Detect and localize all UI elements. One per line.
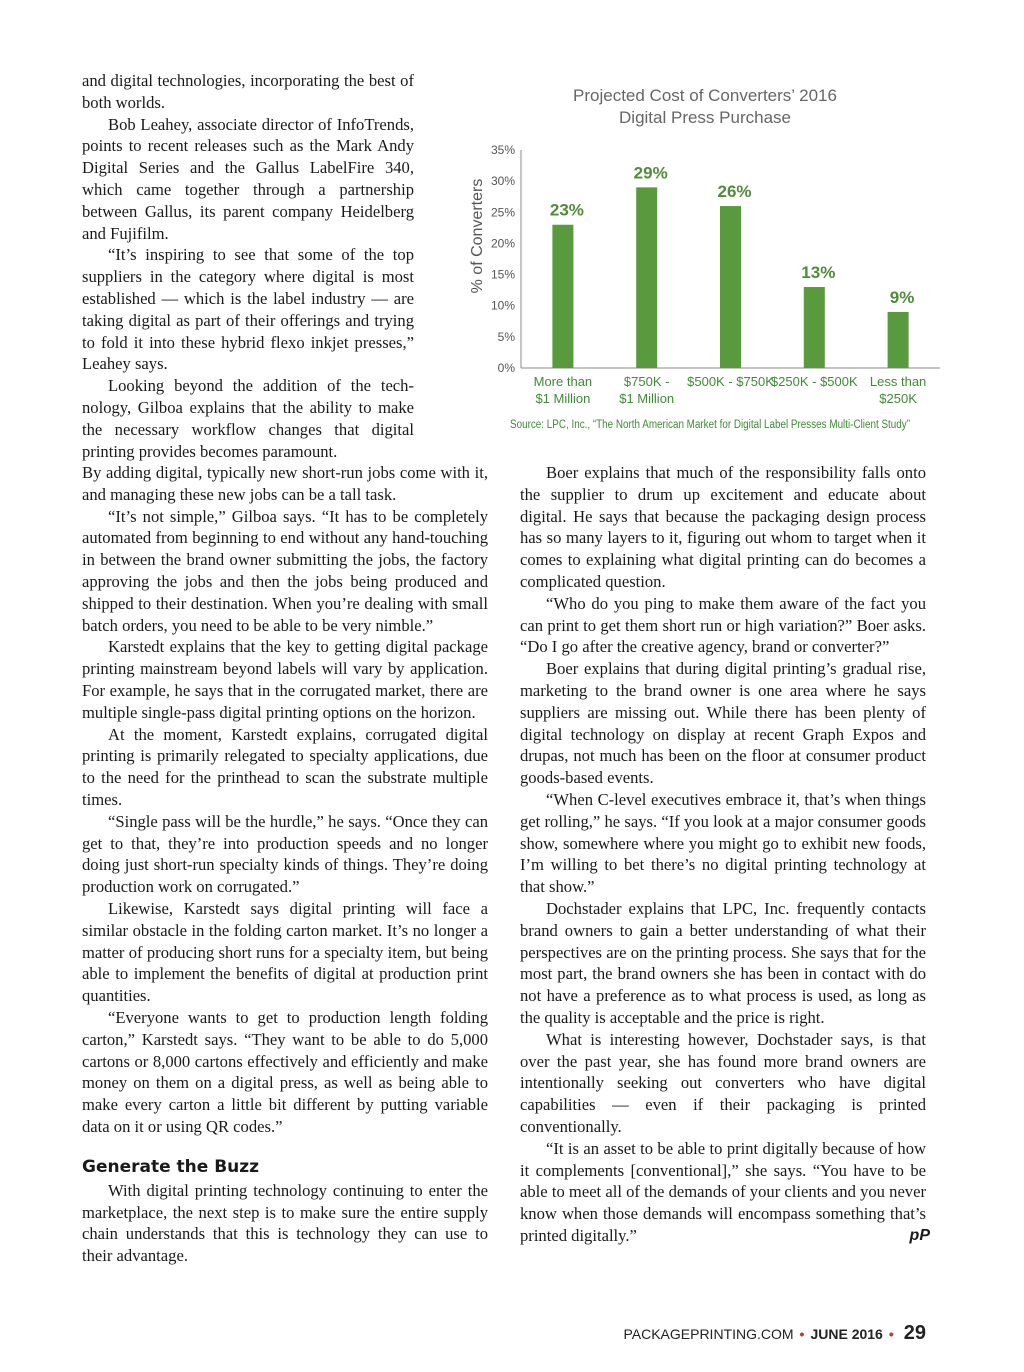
chart-title-line-1: Projected Cost of Converters’ 2016 <box>573 86 837 105</box>
x-category-label: $250K - $500K <box>770 374 858 389</box>
paragraph: By adding digital, typically new short-run jobs come with it, and managing these new jobs can be a tall task. <box>82 463 488 504</box>
paragraph: With digital printing technology continuing to enter the marketplace, the next step is to make sure the entire supply chain understands that this is technology they can use to their advantage. <box>82 1180 488 1266</box>
paragraph: Karstedt explains that the key to getting digital package printing mainstream beyond labels will vary by application. For example, he says that in the corrugated market, there are multiple single-pass digital printing options on the horizon. <box>82 637 488 722</box>
y-axis-label: % of Converters <box>469 178 486 294</box>
bar-value-label: 29% <box>633 163 668 183</box>
paragraph: What is interesting however, Dochstader says, is that over the past year, she has found more brand owners are intentionally seeking out converters who have digital capabilities — even if their packaging is printed conventionally. <box>520 1029 926 1136</box>
chart-bars <box>550 163 915 368</box>
paragraph-text: “It is an asset to be able to print digitally because of how it complements [conventional],” she says. “You have to be able to meet all of the demands of your clients and you never know when those demands will encompass something that’s printed digitally.” <box>520 1138 926 1245</box>
x-category-label: $750K - <box>623 374 670 389</box>
bar-value-label: 9% <box>889 287 915 307</box>
x-category-label: $1 Million <box>535 391 591 406</box>
paragraph: Looking beyond the addition of the technology, Gilboa explains that the ability to make the necessary workflow changes that digital printing provides becomes paramount. <box>82 376 414 461</box>
page-footer <box>520 1322 926 1345</box>
y-axis-ticks <box>491 143 515 375</box>
x-category-label: $500K - $750K <box>687 374 774 389</box>
bar <box>636 187 657 368</box>
chart-source: Source: LPC, Inc., “The North American Market for Digital Label Presses Multi-Client Study” <box>510 419 911 431</box>
x-category-label: More than <box>533 374 593 389</box>
y-tick-label: 10% <box>490 298 515 313</box>
x-category-label: $250K <box>879 391 917 406</box>
footer-issue: JUNE 2016 <box>810 1326 883 1342</box>
x-category-label: $1 Million <box>619 391 675 406</box>
bar-value-label: 13% <box>801 263 836 283</box>
bar-chart <box>455 78 955 448</box>
bar <box>552 225 573 368</box>
bar-value-label: 26% <box>717 182 752 202</box>
bar <box>804 287 825 368</box>
paragraph: “It’s not simple,” Gilboa says. “It has to be completely automated from beginning to end without any hand-touching in between the brand owner submitting the jobs, the factory approving the jobs and then the jobs being produced and shipped to their destination. When you’re dealing with small batch orders, you need to be able to be very nimble.” <box>82 506 488 635</box>
bar <box>720 206 741 368</box>
paragraph: At the moment, Karstedt explains, corrugated digital printing is primarily relegated to specialty applications, due to the need for the printhead to scan the substrate multiple times. <box>82 724 488 809</box>
page-number: 29 <box>903 1322 926 1344</box>
paragraph: “It’s inspiring to see that some of the top suppliers in the category where digital is most established — which is the label industry — are taking digital as part of their offerings and trying to fold it into these hybrid flexo inkjet presses,” Leahey says. <box>82 245 414 374</box>
paragraph <box>520 1138 930 1247</box>
paragraph: Dochstader explains that LPC, Inc. frequently contacts brand owners to gain a better understanding of what their perspectives are on the printing process. She says that for the most part, the brand owners she has been in contact with do not have a preference as to what process is used, as long as the quality is acceptable and the price is right. <box>520 898 926 1027</box>
signoff-mark: pP <box>909 1226 930 1244</box>
y-tick-label: 0% <box>497 361 515 375</box>
section-subhead: Generate the Buzz <box>82 1156 260 1177</box>
footer-bullet: • <box>799 1326 805 1342</box>
article-column-right <box>520 462 930 1247</box>
y-tick-label: 25% <box>490 205 515 220</box>
paragraph: Bob Leahey, associate director of InfoTrends, points to recent releases such as the Mark Andy Digital Series and the Gallus LabelFire 340, which came together through a partnership between Gallus, its parent company Heidelberg and Fujifilm. <box>82 114 414 243</box>
y-tick-label: 30% <box>490 174 515 189</box>
y-tick-label: 15% <box>490 267 515 282</box>
paragraph: Boer explains that much of the responsibility falls onto the supplier to drum up excitement and educate about digital. He says that because the packaging design process has so many layers to it, figuring out whom to target when it comes to explaining what digital printing can do becomes a complicated question. <box>520 463 926 591</box>
paragraph: “Everyone wants to get to production length folding carton,” Karstedt says. “They want to be able to do 5,000 cartons or 8,000 cartons effectively and efficiently and make money on them on a digital press, as well as being able to make every carton a little bit different by putting variable data on it or using QR codes.” <box>82 1007 488 1136</box>
paragraph: “When C-level executives embrace it, that’s when things get rolling,” he says. “If you look at a major consumer goods show, somewhere where you might go to exhibit new foods, I’m willing to bet there’s no digital printing technology at that show.” <box>520 789 926 897</box>
bar-value-label: 23% <box>549 200 584 220</box>
y-tick-label: 20% <box>490 236 515 251</box>
paragraph: “Single pass will be the hurdle,” he says. “Once they can get to that, they’re into production speeds and no longer doing just short-run specialty kinds of things. They’re doing production work on corrugated.” <box>82 811 488 897</box>
paragraph: Boer explains that during digital printing’s gradual rise, marketing to the brand owner is one area where he says suppliers are missing out. While there has been plenty of digital technology on display at recent Graph Expos and drupas, not much has been on the floor at consumer product goods-based events. <box>520 659 926 788</box>
article-column-left-top <box>82 70 414 462</box>
y-tick-label: 35% <box>490 143 515 157</box>
x-category-label: Less than <box>869 374 927 389</box>
chart-title-line-2: Digital Press Purchase <box>619 108 791 127</box>
bar <box>888 312 909 368</box>
y-tick-label: 5% <box>497 329 515 344</box>
paragraph: “Who do you ping to make them aware of the fact you can print to get them short run or high variation?” Boer asks. “Do I go after the creative agency, brand or converter?” <box>520 593 926 657</box>
footer-bullet: • <box>888 1326 894 1342</box>
footer-site: PACKAGEPRINTING.COM <box>623 1326 794 1342</box>
paragraph: Likewise, Karstedt says digital printing will face a similar obstacle in the folding carton market. It’s no longer a matter of producing short runs for a specialty item, but being able to implement the benefits of digital at production print quantities. <box>82 898 488 1006</box>
article-column-left-bottom <box>82 462 488 1267</box>
paragraph: and digital technologies, incorporating the best of both worlds. <box>82 71 414 112</box>
x-axis-category-labels <box>534 374 927 406</box>
